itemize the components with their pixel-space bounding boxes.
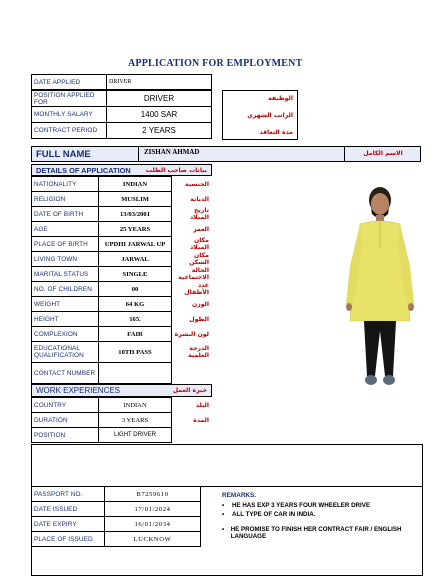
position-ar: الوظيفة — [268, 95, 293, 102]
work-header-label: WORK EXPERIENCES — [36, 386, 121, 395]
work-row — [32, 413, 212, 428]
remark-item — [222, 526, 412, 540]
bullet-icon: • — [222, 511, 225, 518]
position-table — [31, 90, 212, 139]
details-row-label: LIVING TOWN — [32, 252, 99, 267]
salary-value: 1400 SAR — [107, 107, 212, 123]
passport-row — [32, 487, 201, 502]
work-row-ar — [172, 428, 212, 443]
bullet-icon: • — [222, 502, 225, 509]
details-row — [32, 177, 212, 192]
details-row-value: MUSLIM — [99, 192, 172, 207]
details-row-ar: الجنسية — [184, 180, 209, 188]
full-name-label: FULL NAME — [36, 149, 91, 160]
passport-row-value: B7259610 — [105, 487, 201, 502]
position-label: POSITION APPLIED FOR — [32, 91, 107, 107]
work-header-ar: خبرة العمل — [172, 387, 207, 394]
passport-row-label: PASSPORT NO. — [32, 487, 105, 502]
details-row-ar: مكان السكن — [189, 252, 209, 266]
details-row-ar: تاريخ الميلاد — [190, 207, 209, 221]
details-row-value: 25 YEARS — [99, 222, 172, 237]
applicant-photo — [330, 186, 430, 406]
details-row-label: DATE OF BIRTH — [32, 207, 99, 222]
work-row-label: POSITION — [32, 428, 99, 443]
details-row-value: INDIAN — [99, 177, 172, 192]
remark-text: HE HAS EXP 3 YEARS FOUR WHEELER DRIVE — [232, 502, 370, 509]
full-name-row — [31, 146, 421, 162]
details-row — [32, 207, 212, 222]
remark-text: ALL TYPE OF CAR IN INDIA. — [232, 511, 316, 518]
details-row — [32, 312, 212, 327]
passport-row-value: 17/01/2024 — [105, 502, 201, 517]
salary-ar: الراتب الشهري — [247, 112, 293, 119]
details-row-label: MARITAL STATUS — [32, 267, 99, 282]
details-row-ar: عدد الأطفال — [184, 282, 209, 296]
work-row-ar: المدة — [193, 416, 209, 424]
details-row — [32, 252, 212, 267]
details-row-ar: الوزن — [191, 300, 209, 308]
details-row-value: 13/03/2001 — [99, 207, 172, 222]
details-row — [32, 297, 212, 312]
details-row — [32, 267, 212, 282]
passport-row-label: DATE EXPIRY — [32, 517, 105, 532]
details-row — [32, 237, 212, 252]
details-header-label: DETAILS OF APPLICATION — [36, 166, 131, 175]
work-row-value: INDIAN — [99, 398, 172, 413]
passport-row — [32, 502, 201, 517]
passport-row-label: DATE ISSUED — [32, 502, 105, 517]
remarks-title: REMARKS. — [222, 492, 257, 499]
details-row — [32, 282, 212, 297]
work-row-label: DURATION — [32, 413, 99, 428]
work-row-value: 3 YEARS — [99, 413, 172, 428]
remark-text: HE PROMISE TO FINISH HER CONTRACT FAIR / ENGLISH LANGUAGE — [230, 526, 402, 540]
details-row-label: AGE — [32, 222, 99, 237]
details-row-label: RELIGION — [32, 192, 99, 207]
full-name-ar: الاسم الكامل — [363, 150, 403, 157]
details-row-value: SINGLE — [99, 267, 172, 282]
details-row-ar: مكان الميلاد — [190, 237, 209, 251]
salary-label: MONTHLY SALARY — [32, 107, 107, 123]
passport-row — [32, 517, 201, 532]
details-row-value: 64 KG — [99, 297, 172, 312]
passport-table — [31, 486, 201, 547]
details-row-ar: الطول — [189, 315, 209, 323]
date-applied-label: DATE APPLIED — [32, 75, 107, 90]
passport-row-label: PLACE OF ISSUED — [32, 532, 105, 547]
passport-row — [32, 532, 201, 547]
passport-row-value: 16/01/2034 — [105, 517, 201, 532]
remarks-section — [222, 492, 412, 542]
details-row-value: 00 — [99, 282, 172, 297]
details-row — [32, 342, 212, 363]
details-table — [31, 176, 212, 384]
work-row-label: COUNTRY — [32, 398, 99, 413]
passport-row-value: LUCKNOW — [105, 532, 201, 547]
contract-ar: مدة التعاقد — [259, 129, 293, 136]
details-row — [32, 363, 212, 384]
applicant-figure — [330, 186, 430, 406]
contract-value: 2 YEARS — [107, 123, 212, 139]
details-row-value: UPDHI JARWAL UP — [99, 237, 172, 252]
details-row-value — [99, 363, 172, 384]
details-row-label: CONTACT NUMBER — [32, 363, 99, 384]
details-row-label: NO. OF CHILDREN — [32, 282, 99, 297]
details-row-value: 165. — [99, 312, 172, 327]
details-row-value: JARWAL — [99, 252, 172, 267]
details-row — [32, 192, 212, 207]
position-value: DRIVER — [107, 91, 212, 107]
details-row-ar: الدرجة العلمية — [188, 345, 209, 359]
work-row-value: LIGHT DRIVER — [99, 428, 172, 443]
details-row-value: 10TH PASS — [99, 342, 172, 363]
page-title: APPLICATION FOR EMPLOYMENT — [128, 58, 303, 69]
details-row-ar: الحالة الاجتماعية — [178, 267, 209, 281]
details-row-label: HEIGHT — [32, 312, 99, 327]
top-arabic-box — [222, 90, 298, 140]
remarks-list — [222, 502, 412, 540]
details-row-ar: الديانة — [190, 195, 209, 203]
details-header — [31, 164, 212, 176]
details-row-label: EDUCATIONAL QUALIFICATION — [32, 342, 99, 363]
details-header-ar: بيانات صاحب الطلب — [145, 167, 207, 174]
work-row — [32, 428, 212, 443]
details-row — [32, 222, 212, 237]
bullet-icon: • — [222, 526, 225, 533]
details-row — [32, 327, 212, 342]
details-row-label: WEIGHT — [32, 297, 99, 312]
date-applied-value: DRIVER — [107, 75, 212, 90]
contract-label: CONTRACT PERIOD — [32, 123, 107, 139]
work-row-ar: البلد — [195, 401, 209, 409]
details-row-ar — [172, 363, 212, 384]
details-row-ar: العمر — [193, 225, 209, 233]
details-row-label: NATIONALITY — [32, 177, 99, 192]
top-info-table — [31, 74, 212, 90]
details-row-ar: لون البشرة — [174, 330, 209, 338]
details-row-label: PLACE OF BIRTH — [32, 237, 99, 252]
details-row-value: FAIR — [99, 327, 172, 342]
remark-item — [222, 502, 412, 509]
work-row — [32, 398, 212, 413]
details-row-label: COMPLEXION — [32, 327, 99, 342]
remark-item — [222, 511, 412, 518]
full-name-value: ZISHAN AHMAD — [144, 148, 200, 156]
work-table — [31, 397, 212, 443]
work-header — [31, 384, 212, 397]
